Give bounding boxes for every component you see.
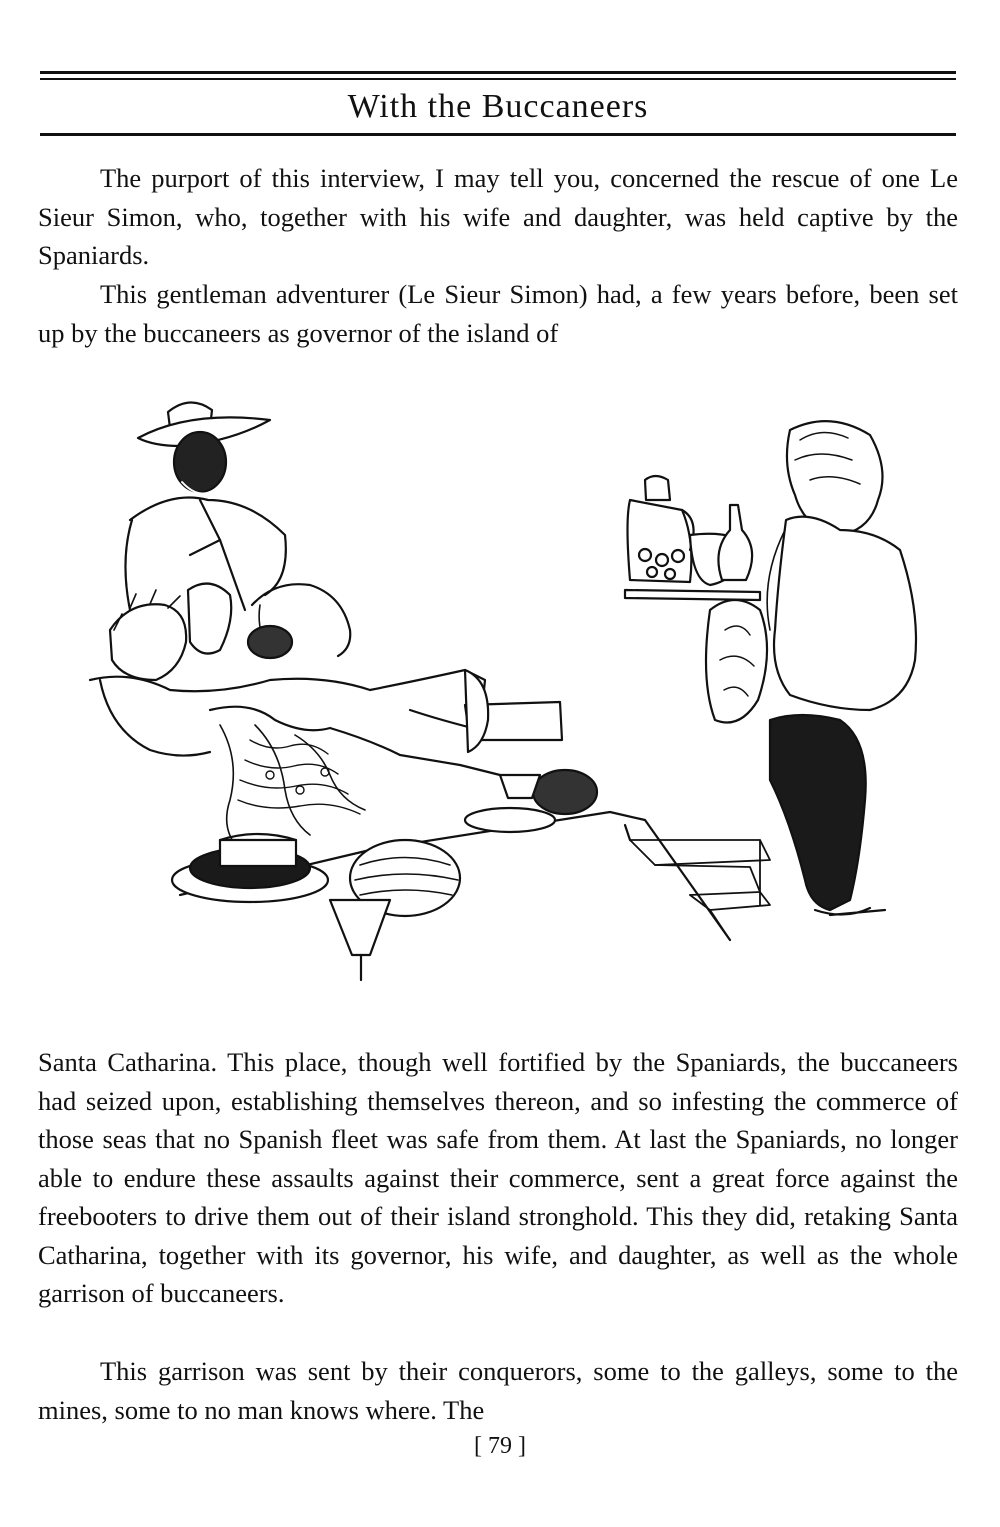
header-rule-top bbox=[40, 71, 956, 74]
paragraph-3: Santa Catharina. This place, though well fortified by the Spaniards, the buccaneers had seized upon, establishing themselves thereon, and so infesting the commerce of those seas that no Spanish fleet was safe from them. At last the Spaniards, no longer able to endure these assaults against their commerce, sent a great force against the freebooters to drive them out of their island stronghold. This they did, retaking Santa Catharina, together with its governor, his wife, and daughter, as well as the whole garrison of buccaneers. bbox=[38, 1047, 958, 1308]
servant-with-tray bbox=[706, 421, 916, 915]
page-number: [ 79 ] bbox=[474, 1433, 526, 1459]
tray-with-vessels bbox=[625, 476, 760, 600]
table-outline bbox=[180, 702, 730, 940]
header-rule-bottom bbox=[40, 133, 956, 136]
seated-men-group bbox=[90, 584, 500, 850]
running-title: With the Buccaneers bbox=[347, 88, 649, 125]
paragraph-2: This gentleman adventurer (Le Sieur Simon) had, a few years before, been set up by the buccaneers as governor of the island of bbox=[38, 279, 958, 348]
man-in-hat bbox=[125, 402, 285, 610]
floor-stones bbox=[630, 840, 770, 940]
header-rule-top-thin bbox=[40, 78, 956, 80]
food-and-dishes bbox=[172, 770, 597, 980]
patterned-cloak bbox=[238, 740, 360, 814]
paragraph-1: The purport of this interview, I may tell you, concerned the rescue of one Le Sieur Simon, who, together with his wife and daughter, was held captive by the Spaniards. bbox=[38, 163, 958, 270]
illustration-servant-and-feast bbox=[70, 380, 930, 1005]
paragraph-4: This garrison was sent by their conquerors, some to the galleys, some to the mines, some to no man knows where. The bbox=[38, 1356, 958, 1425]
